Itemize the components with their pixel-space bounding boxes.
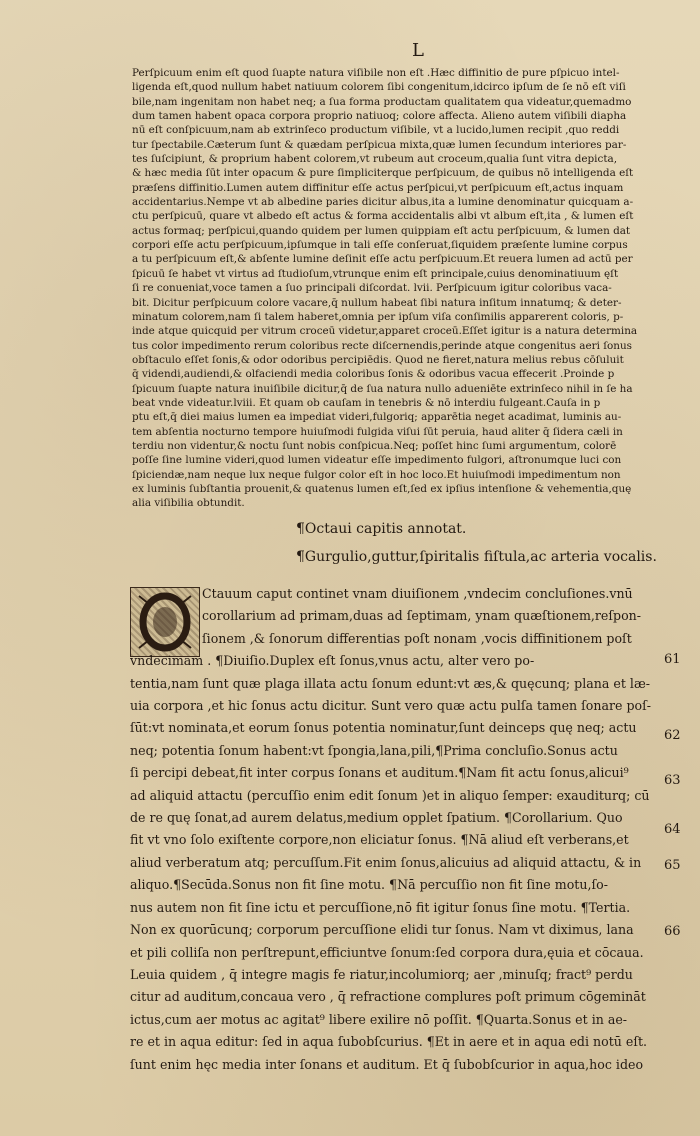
margin-number: 64 (664, 822, 681, 837)
text-line: tem abſentia nocturno tempore huiuſmodi fulgida viſui ſūt peruia, haud aliter q̄ ſidera cæli in (132, 425, 623, 438)
text-line: & hæc media ſūt inter opacum & pure ſimpliciterque perſpicuum, de quibus nō intelligenda eſt (132, 167, 634, 180)
text-line: alia viſibilia obtundit. (132, 497, 245, 510)
margin-number: 61 (664, 652, 681, 667)
text-line: aliquo.¶Secūda.Sonus non fit ſine motu. ¶Nā percuſſio non fit ſine motu,ſo- (130, 877, 608, 893)
margin-number: 62 (664, 728, 681, 743)
text-line: inde atque quicquid per vitrum croceū videtur,apparet croceū.Eſſet igitur is a natura determina (132, 325, 638, 338)
text-line: nū eſt conſpicuum,nam ab extrinſeco productum viſibile, vt a lucido,lumen recipit ,quo reddi (132, 124, 620, 137)
text-line: ſūt:vt nominata,et eorum ſonus potentia nominatur,ſunt deinceps quę neq; actu (130, 720, 637, 736)
text-line: minatum colorem,nam ſi talem haberet,omnia per ipſum viſa conſimilis apparerent coloris, p- (132, 310, 624, 323)
chapter-heading: ¶Octaui capitis annotat. (296, 521, 467, 537)
text-line: ſpicuum ſuapte natura inuiſibile dicitur,q̄ de ſua natura nullo adueniēte extrinſeco nihil in ſe ha (132, 382, 633, 395)
text-line: ſi re conueniat,voce tamen a ſuo principali diſcordat. lvii. Perſpicuum igitur coloribus vaca- (132, 282, 612, 295)
text-line: uia corpora ,et hic ſonus actu dicitur. Sunt vero quæ actu pulſa tamen ſonare poſ- (130, 698, 652, 714)
subject-heading: ¶Gurgulio,guttur,ſpiritalis fiſtula,ac arteria vocalis. (296, 549, 657, 565)
text-line: Ctauum caput continet vnam diuiſionem ,vndecim concluſiones.vnū (202, 586, 633, 601)
text-line: ctu perſpicuū, quare vt albedo eſt actus & forma accidentalis albi vt album eſt,ita , & lumen eſt (132, 210, 634, 223)
text-line: ptu eſt,q̄ diei maius lumen ea impediat videri,fulgoriq; apparētia neget acadimat, luminis au- (132, 411, 622, 424)
text-line: neq; potentia ſonum habent:vt ſpongia,lana,pili,¶Prima concluſio.Sonus actu (130, 742, 618, 758)
margin-number: 63 (664, 773, 681, 788)
chapter-text (130, 583, 660, 1076)
text-line: bit. Dicitur perſpicuum colore vacare,q̄ nullum habeat ſibi natura inſitum innatumq; & deter- (132, 296, 622, 309)
text-line: ſunt enim hęc media inter ſonans et auditum. Et q̄ ſubobſcurior in aqua,hoc ideo (130, 1056, 644, 1072)
text-line: nus autem non fit ſine ictu et percuſſione,nō fit igitur ſonus ſine motu. ¶Tertia. (130, 899, 631, 915)
text-line: a tu perſpicuum eſt,& abſente lumine deſinit eſſe actu perſpicuum.Et reuera lumen ad actū per (132, 253, 633, 266)
text-line: accidentarius.Nempe vt ab albedine paries dicitur albus,ita a lumine denominatur quicquam a- (132, 196, 634, 209)
text-line: vndecimam . ¶Diuiſio.Duplex eſt ſonus,vnus actu, alter vero po- (130, 653, 535, 669)
text-line: citur ad auditum,concaua vero , q̄ refractione complures poſt primum cōgemināt (130, 989, 646, 1005)
text-line: fit vt vno ſolo exiſtente corpore,non eliciatur ſonus. ¶Nā aliud eſt verberans,et (130, 832, 629, 848)
text-line: ligenda eſt,quod nullum habet natiuum colorem ſibi congenitum,idcirco ipſum de ſe nō eſt viſi (132, 81, 626, 94)
text-line: aliud verberatum atq; percuſſum.Fit enim ſonus,alicuius ad aliquid attactu, & in (130, 854, 642, 870)
text-line: Leuia quidem , q̄ integre magis fe riatur,incolumiorq; aer ,minuſq; fract⁹ perdu (130, 966, 633, 982)
text-line: præſens diffinitio.Lumen autem diffinitur eſſe actus perſpicui,vt perſpicuum eſt,actus inquam (132, 181, 624, 194)
text-line: Non ex quorūcunq; corporum percuſſione elidi tur ſonus. Nam vt diximus, lana (130, 922, 634, 938)
text-line: ictus,cum aer motus ac agitat⁹ libere exilire nō poſſit. ¶Quarta.Sonus et in ae- (130, 1011, 628, 1027)
text-line: ſionem ,& ſonorum differentias poſt nonam ,vocis diffinitionem poſt (202, 630, 632, 646)
text-line: actus formaq; perſpicui,quando quidem per lumen quippiam eſt actu perſpicuum, & lumen dat (132, 224, 631, 237)
text-line: terdiu non videntur,& noctu ſunt nobis conſpicua.Neq; poſſet hinc ſumi argumentum, colorē (132, 439, 617, 452)
text-line: de re quę ſonat,ad aurem delatus,medium opplet ſpatium. ¶Corollarium. Quo (130, 810, 623, 826)
text-line: et pili colliſa non perſtrepunt,efficiuntve ſonum:ſed corpora dura,ęuia et cōcaua. (130, 944, 644, 960)
text-line: q̄ videndi,audiendi,& olfaciendi media coloribus ſonis & odoribus vacua effecerit .Proinde p (132, 368, 615, 381)
text-line: tur ſpectabile.Cæterum ſunt & quædam perſpicua mixta,quæ lumen ſecundum interiores par- (132, 138, 627, 151)
text-line: ad aliquid attactu (percuſſio enim edit ſonum )et in aliquo ſemper: exauditurq; cū (130, 787, 650, 803)
text-line: corpori eſſe actu perſpicuum,ipſumque in tali eſſe conſeruat,ſiquidem præſente lumine corpus (132, 239, 628, 252)
margin-number: 65 (664, 858, 681, 873)
text-line: re et in aqua editur: ſed in aqua ſubobſcurius. ¶Et in aere et in aqua edi notū eſt. (130, 1034, 648, 1050)
margin-number: 66 (664, 924, 681, 939)
text-line: Perſpicuum enim eſt quod ſuapte natura viſibile non eſt .Hæc diffinitio de pure pſpicuo intel- (132, 67, 620, 79)
text-line: ſpiciendæ,nam neque lux neque fulgor color eſt in hoc loco.Et huiuſmodi impedimentum non (132, 468, 621, 481)
commentary-paragraph (132, 66, 652, 511)
folio-signature: L (412, 40, 425, 61)
text-line: bile,nam ingenitam non habet neq; a ſua forma productam qualitatem qua videatur,quemadmo (132, 95, 632, 108)
text-line: beat vnde videatur.lviii. Et quam ob cauſam in tenebris & nō interdiu fulgeant.Cauſa in p (132, 396, 601, 409)
text-line: poſſe ſine lumine videri,quod lumen videatur eſſe impedimento fulgori, aſtronumque luci con (132, 454, 622, 467)
text-line: obſtaculo eſſet ſonis,& odor odoribus percipiēdis. Quod ne fieret,natura melius rebus cōſuluit (132, 353, 624, 366)
text-line: ſi percipi debeat,fit inter corpus ſonans et auditum.¶Nam fit actu ſonus,alicui⁹ (130, 765, 629, 781)
text-line: tentia,nam ſunt quæ plaga illata actu ſonum edunt:vt æs,& quęcunq; plana et læ- (130, 675, 651, 691)
text-line: dum tamen habent opaca corpora proprio natiuoq; colore affecta. Alieno autem viſibili diapha (132, 110, 627, 123)
text-line: ex luminis ſubſtantia prouenit,& quatenus lumen eſt,ſed ex ipſius intenſione & vehementia,quę (132, 482, 632, 495)
text-line: tus color impedimento rerum coloribus recte diſcernendis,perinde atque congenitus aeri ſonus (132, 339, 633, 352)
text-line: tes ſuſcipiunt, & proprium habent colorem,vt rubeum aut croceum,qualia ſunt vitra depicta, (132, 153, 617, 166)
text-line: ſpicuū ſe habet vt virtus ad ſtudioſum,vtrunque enim eſt principale,cuius denominatiuum ęſt (132, 267, 619, 280)
text-line: corollarium ad primam,duas ad ſeptimam, ynam quæſtionem,reſpon- (202, 608, 642, 624)
